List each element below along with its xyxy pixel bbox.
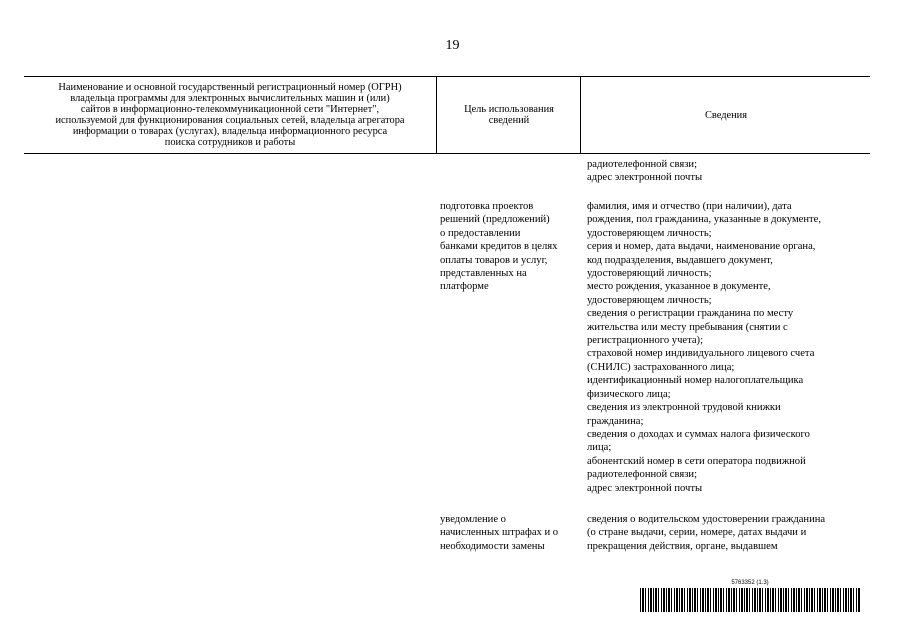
text-line: удостоверяющем личность; [587, 294, 712, 306]
text-line: представленных на [440, 268, 527, 280]
text-line: решений (предложений) [440, 214, 550, 226]
text-line: фамилия, имя и отчество (при наличии), дата [587, 201, 792, 212]
header-line: владельца программы для электронных вычислительных машин и (или) [70, 93, 390, 104]
text-line: место рождения, указанное в документе, [587, 281, 771, 293]
text-line: идентификационный номер налогоплательщика [587, 375, 804, 387]
header-line: сайтов в информационно-телекоммуникационной сети "Интернет", [80, 104, 380, 115]
header-line: Цель использования [464, 104, 554, 115]
text-line: сведения из электронной трудовой книжки [587, 402, 781, 414]
text-line: удостоверяющем личность; [587, 227, 712, 239]
header-line: используемой для функционирования социальных сетей, владельца агрегатора [55, 115, 405, 126]
text-line: абонентский номер в сети оператора подвижной [587, 455, 806, 467]
text-line: прекращения действия, органе, выдавшем [587, 540, 778, 552]
text-line: сведения о регистрации гражданина по месту [587, 308, 794, 320]
text-line: начисленных штрафах и о [440, 527, 559, 539]
purpose-cell-fines [440, 513, 580, 553]
text-line: о предоставлении [440, 227, 521, 239]
text-line: страховой номер индивидуального лицевого счета [587, 348, 815, 360]
text-line: лица; [587, 442, 612, 454]
header-line: Сведения [704, 109, 748, 121]
header-line: сведений [488, 115, 530, 126]
header-line: Наименование и основной государственный регистрационный номер (ОГРН) [58, 82, 402, 93]
header-purpose [436, 77, 581, 153]
text-line: платформе [440, 281, 489, 293]
text-line: жительства или месту пребывания (снятии с [587, 321, 788, 333]
text-line: радиотелефонной связи; [587, 159, 698, 170]
text-line: необходимости замены [440, 540, 545, 552]
details-cell-fines [587, 513, 869, 553]
text-line: удостоверяющий личность; [587, 268, 712, 280]
table-header [24, 76, 870, 154]
text-line: подготовка проектов [440, 201, 534, 212]
text-line: код подразделения, выдавшего документ, [587, 254, 773, 266]
text-line: гражданина; [587, 415, 644, 427]
text-line: банками кредитов в целях [440, 241, 558, 253]
text-line: уведомление о [440, 514, 506, 525]
header-owner-name [24, 77, 436, 153]
header-line: поиска сотрудников и работы [164, 137, 296, 148]
text-line: (о стране выдачи, серии, номере, датах выдачи и [587, 527, 807, 539]
header-line: информации о товарах (услугах), владельца информационного ресурса [72, 126, 388, 137]
text-line: сведения о доходах и суммах налога физического [587, 428, 810, 440]
details-continuation [587, 158, 869, 185]
text-line: радиотелефонной связи; [587, 469, 698, 481]
text-line: рождения, пол гражданина, указанные в документе, [587, 214, 821, 226]
text-line: сведения о водительском удостоверении гражданина [587, 514, 826, 525]
text-line: (СНИЛС) застрахованного лица; [587, 361, 735, 373]
text-line: оплаты товаров и услуг, [440, 254, 548, 266]
text-line: физического лица; [587, 388, 671, 400]
text-line: адрес электронной почты [587, 172, 703, 184]
text-line: серия и номер, дата выдачи, наименование органа, [587, 241, 816, 253]
text-line: адрес электронной почты [587, 482, 703, 494]
text-line: регистрационного учета); [587, 335, 704, 347]
purpose-cell-credit [440, 200, 580, 294]
header-details [580, 77, 871, 153]
barcode-number: 5763352 (1.3) [731, 580, 769, 586]
page-number: 19 [445, 38, 460, 53]
barcode-bars [640, 588, 860, 612]
details-cell-credit [587, 200, 869, 495]
